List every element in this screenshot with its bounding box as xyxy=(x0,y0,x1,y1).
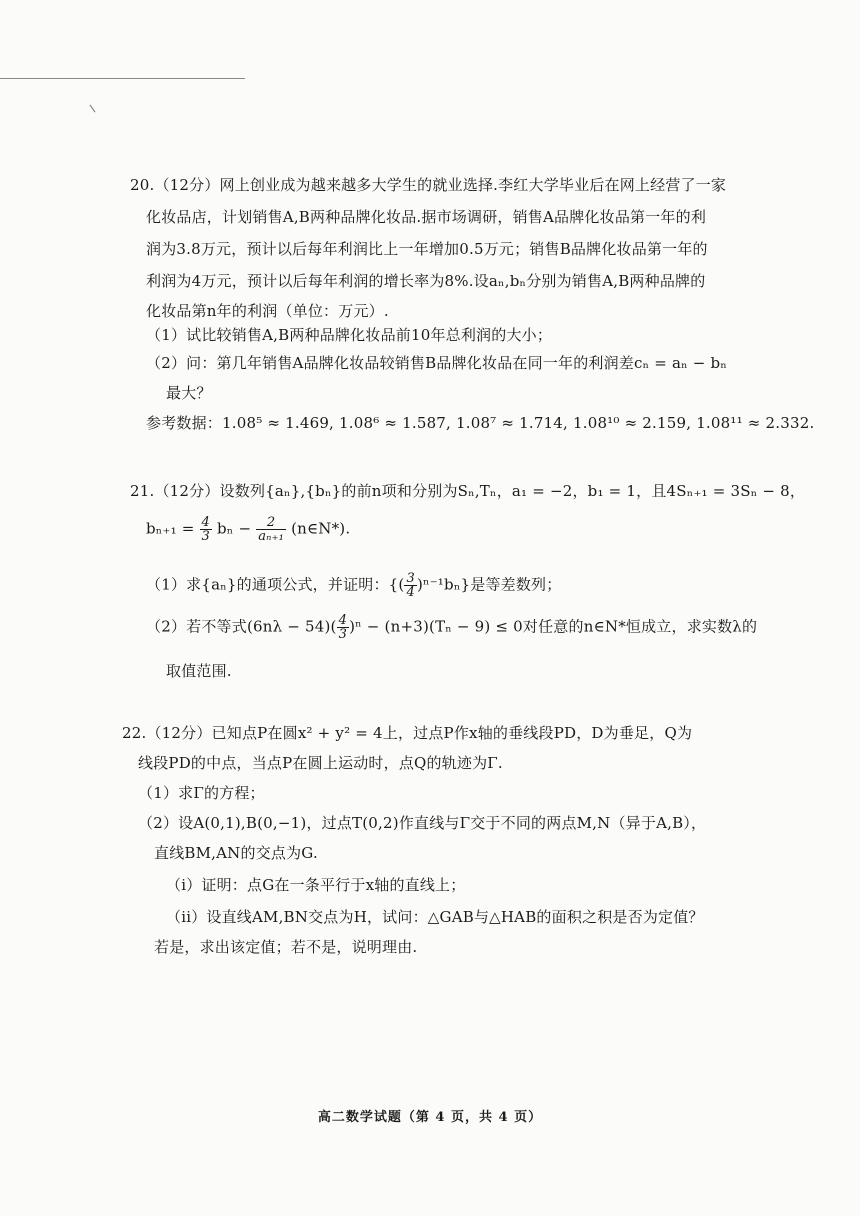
problem-22-question-2: （2）设A(0,1),B(0,−1)，过点T(0,2)作直线与Γ交于不同的两点M,N（异于A,B）， xyxy=(138,814,707,832)
problem-20-question-2-cont: 最大？ xyxy=(166,384,212,402)
fraction-4-3-b: $\frac{4}{3}$ xyxy=(338,613,348,642)
fraction-2-a: $\frac{2}{\text{aₙ₊₁}}$ xyxy=(258,515,285,544)
problem-20-reference-data: 参考数据：1.08⁵ ≈ 1.469, 1.08⁶ ≈ 1.587, 1.08⁷ ≈ 1.714, 1.08¹⁰ ≈ 2.159, 1.08¹¹ ≈ 2.332. xyxy=(146,414,815,432)
problem-20-question-1: （1）试比较销售A,B两种品牌化妆品前10年总利润的大小； xyxy=(146,326,553,344)
problem-20-question-2: （2）问：第几年销售A品牌化妆品较销售B品牌化妆品在同一年的利润差cₙ = aₙ − bₙ xyxy=(146,354,728,372)
fraction-4-3: $\frac{4}{3}$ xyxy=(201,515,211,544)
problem-22-question-2-ii-cont: 若是，求出该定值；若不是，说明理由. xyxy=(154,938,418,956)
problem-22-question-2-i: （i）证明：点G在一条平行于x轴的直线上； xyxy=(166,876,466,894)
page-footer: 高二数学试题（第 4 页，共 4 页） xyxy=(317,1110,543,1125)
problem-21-recurrence xyxy=(146,516,350,543)
problem-21-header: 21.（12分）设数列{aₙ},{bₙ}的前n项和分别为Sₙ,Tₙ，a₁ = −2，b₁ = 1，且4Sₙ₊₁ = 3Sₙ − 8， xyxy=(130,482,806,500)
problem-22-line-2: 线段PD的中点，当点P在圆上运动时，点Q的轨迹为Γ. xyxy=(138,754,503,772)
problem-22-question-1: （1）求Γ的方程； xyxy=(138,784,265,802)
problem-20-line-3: 润为3.8万元，预计以后每年利润比上一年增加0.5万元；销售B品牌化妆品第一年的 xyxy=(146,240,708,258)
fraction-3-4: $\frac{3}{4}$ xyxy=(406,571,415,600)
recurrence-domain: (n∈N*). xyxy=(291,519,351,538)
recurrence-mid: bₙ − xyxy=(216,519,257,538)
problem-20-line-5: 化妆品第n年的利润（单位：万元）. xyxy=(146,302,389,320)
recurrence-lhs: bₙ₊₁ = xyxy=(146,519,200,538)
problem-22-question-2-cont: 直线BM,AN的交点为G. xyxy=(154,844,318,862)
problem-21-question-2-cont: 取值范围. xyxy=(166,662,232,680)
problem-20-header: 20.（12分）网上创业成为越来越多大学生的就业选择.李红大学毕业后在网上经营了一家 xyxy=(130,176,727,194)
top-rule xyxy=(0,78,245,79)
problem-21-question-2: （2）若不等式(6nλ − 54)( $\frac{4}{3}$ )ⁿ − (n+3)(Tₙ − 9) ≤ 0对任意的n∈N*恒成立，求实数λ的 xyxy=(146,613,758,642)
problem-20-line-4: 利润为4万元，预计以后每年利润的增长率为8%.设aₙ,bₙ分别为销售A,B两种品牌的 xyxy=(146,272,706,290)
problem-22-question-2-ii: （ii）设直线AM,BN交点为H，试问：△GAB与△HAB的面积之积是否为定值？ xyxy=(166,908,704,926)
scan-mark xyxy=(90,105,96,113)
problem-22-header: 22.（12分）已知点P在圆x² + y² = 4上，过点P作x轴的垂线段PD，D为垂足，Q为 xyxy=(122,724,693,742)
problem-21-question-1: （1）求{aₙ}的通项公式，并证明：{( $\frac{3}{4}$ )ⁿ⁻¹bₙ}是等差数列； xyxy=(146,571,562,600)
problem-20-line-2: 化妆品店，计划销售A,B两种品牌化妆品.据市场调研，销售A品牌化妆品第一年的利 xyxy=(146,208,707,226)
